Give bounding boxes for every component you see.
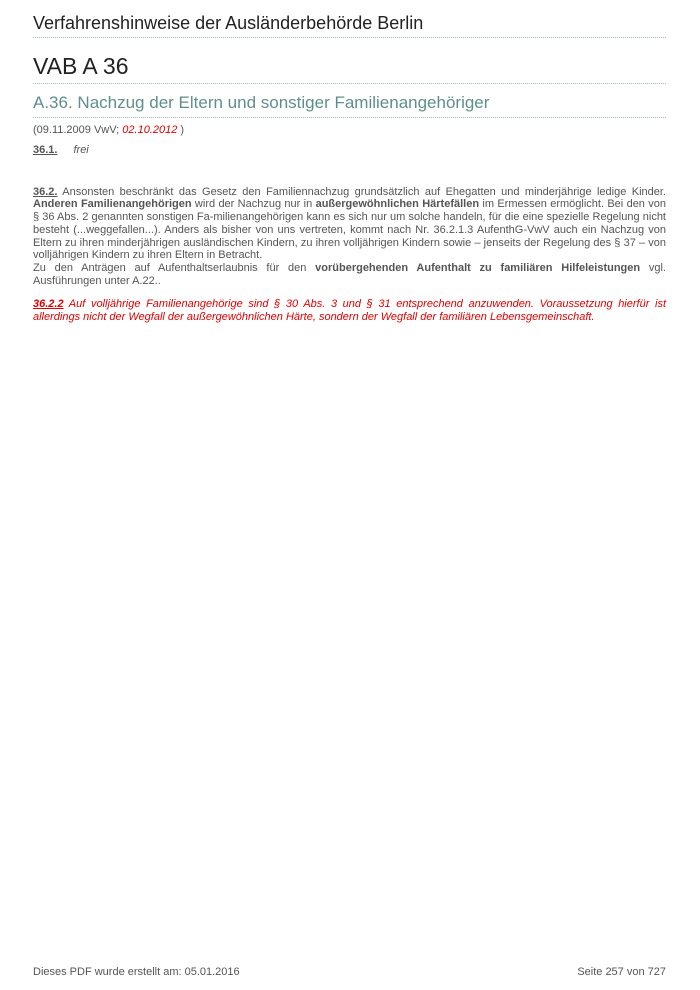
document-page xyxy=(33,0,666,324)
text-segment: wird der Nachzug nur in xyxy=(191,198,316,211)
paragraph-text: Auf volljährige Familienangehörige sind § 30 Abs. 3 und § 31 entsprechend anzuwenden. Voraussetzung hierfür ist allerdings nicht der Wegfall der außergewöhnlichen Härte, sondern der Wegfall der familiären Lebensgemeinschaft. xyxy=(33,298,666,324)
bold-segment: vorübergehenden Aufenthalt zu familiären Hilfeleistungen xyxy=(315,261,641,274)
paragraph-number: 36.2. xyxy=(33,185,58,198)
section-title: A.36. Nachzug der Eltern und sonstiger Familienangehöriger xyxy=(33,93,666,118)
page-footer xyxy=(33,966,666,978)
date-vwv: (09.11.2009 VwV; xyxy=(33,124,123,136)
paragraph-36-2 xyxy=(33,186,666,288)
paragraph-36-2-2 xyxy=(33,298,666,323)
text-segment: Ansonsten beschränkt das Gesetz den Familiennachzug grundsätzlich auf Ehegatten und minderjährige ledige Kinder. xyxy=(57,185,666,198)
paragraph-number: 36.1. xyxy=(33,144,58,156)
bold-segment: außergewöhnlichen Härtefällen xyxy=(315,198,480,211)
date-changed: 02.10.2012 xyxy=(122,124,178,136)
paragraph-number: 36.2.2 xyxy=(33,298,64,311)
paragraph-text: frei xyxy=(73,144,89,156)
date-close: ) xyxy=(177,124,185,136)
paragraph-36-1 xyxy=(33,144,666,157)
text-segment: vgl. Ausführungen unter A.22.. xyxy=(33,261,666,287)
document-header: Verfahrenshinweise der Ausländerbehörde Berlin xyxy=(33,0,666,38)
bold-segment: Anderen Familienangehörigen xyxy=(33,198,192,211)
vab-title: VAB A 36 xyxy=(33,53,666,84)
footer-created: Dieses PDF wurde erstellt am: 05.01.2016 xyxy=(33,966,240,978)
text-segment: im Ermessen ermöglicht. Bei den von § 36 Abs. 2 genannten sonstigen Fa-milienangehörigen kann es sich nur um solche handeln, für die eine spezielle Regelung nicht besteht (...weggefallen...). Anders als bisher von uns vertreten, kommt nach Nr. 36.2.1.3 AufenthG-VwV auch ein Nachzug von Eltern zu ihren minderjährigen ausländischen Kindern, zu ihren volljährigen Kindern sowie – jenseits der Regelung des § 37 – von volljährigen Kindern zu ihren Eltern in Betracht. xyxy=(33,198,667,262)
text-segment: Zu den Anträgen auf Aufenthaltserlaubnis für den xyxy=(33,261,316,274)
footer-page-number: Seite 257 von 727 xyxy=(577,966,666,978)
revision-dates xyxy=(33,124,666,136)
